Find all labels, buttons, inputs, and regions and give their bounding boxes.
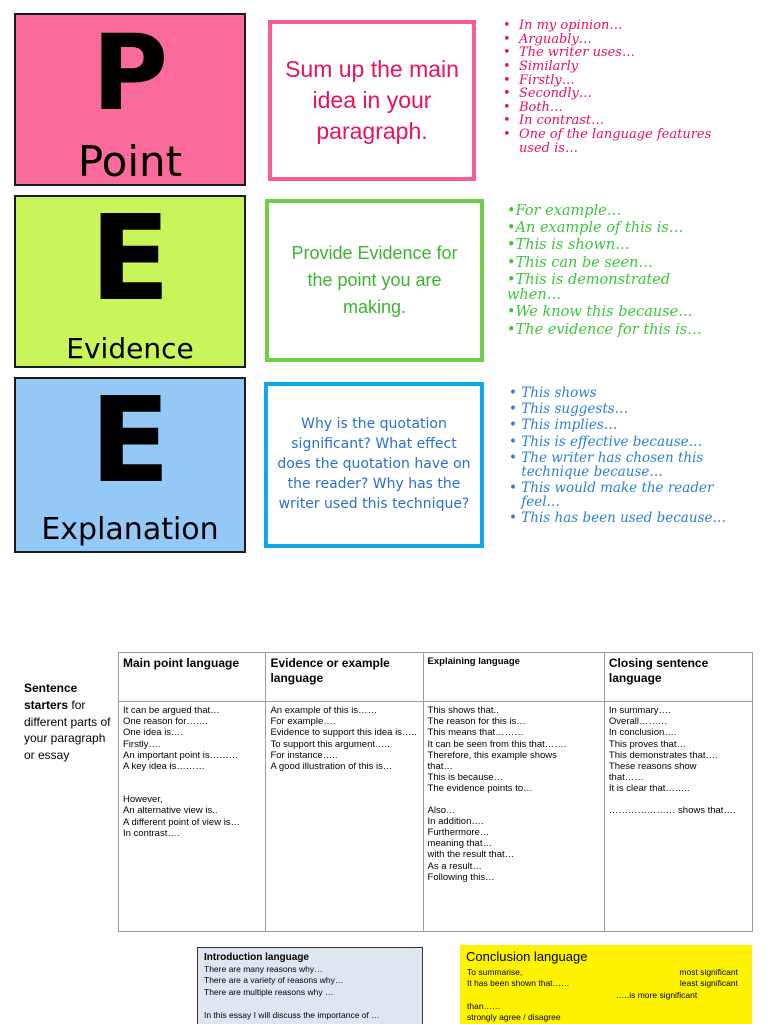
list-item: •This can be seen… [507, 254, 653, 271]
evidence-panel [14, 189, 246, 368]
list-item: • This shows [509, 385, 597, 401]
conclusion-line: To summarise, [467, 967, 523, 977]
list-item: • In my opinion… [503, 18, 623, 33]
list-item: • Arguably… [503, 31, 592, 47]
point-description: Sum up the main idea in your paragraph. [285, 55, 459, 145]
introduction-language-box [197, 947, 423, 1024]
table-cell: In summary…. Overall……… In conclusion…. This proves that… This demonstrates that…. These reasons show that…… It is clear that…….. ………………… shows that…. [604, 702, 752, 932]
list-item: • Both… [503, 99, 563, 115]
list-item: •An example of this is… [507, 220, 684, 237]
conclusion-line: strongly agree / disagree [467, 1012, 561, 1023]
list-item: •We know this because… [507, 304, 693, 321]
conclusion-line: It has been shown that…… [467, 978, 570, 989]
list-item: • One of the language features used is… [503, 127, 712, 156]
list-item: •This is shown… [507, 237, 630, 254]
explanation-description: Why is the quotation significant? What effect does the quotation have on the reader? Why has the writer used this technique? [277, 416, 471, 512]
explanation-panel [14, 371, 246, 553]
sentence-starters-label: Sentence starters for different parts of your paragraph or essay [24, 681, 111, 763]
point-panel [14, 13, 246, 186]
table-header: Main point language [119, 653, 266, 702]
conclusion-language-box [460, 945, 752, 1024]
introduction-line: In this essay I will discuss the importance of … [204, 1010, 380, 1021]
list-item: • This suggests… [509, 401, 629, 418]
introduction-line: There are a variety of reasons why… [204, 975, 344, 986]
evidence-description: Provide Evidence for the point you are making. [291, 243, 458, 317]
table-header: Closing sentence language [604, 653, 752, 702]
point-description-box [268, 20, 476, 181]
evidence-description-box [265, 199, 484, 362]
list-item: • In contrast… [503, 113, 605, 129]
introduction-line: There are many reasons why… [204, 964, 323, 974]
list-item: • This would make the reader feel… [509, 480, 714, 511]
explanation-letter: E [89, 371, 171, 509]
list-item: • The writer uses… [503, 45, 635, 61]
explanation-starters-list [509, 386, 749, 526]
explanation-word: Explanation [41, 512, 219, 547]
table-cell: It can be argued that… One reason for……. One idea is…. Firstly…. An important point is……… A key idea is……… However, An alternative view is.. A different point of view is… In contrast…. [119, 702, 266, 932]
list-item: • This implies… [509, 417, 618, 434]
table-header: Evidence or example language [266, 653, 423, 702]
evidence-word: Evidence [66, 332, 194, 365]
list-item: • Similarly [503, 58, 579, 74]
list-item: • This is effective because… [509, 433, 703, 450]
conclusion-line: least significant [679, 978, 738, 989]
explanation-description-box [264, 382, 484, 548]
list-item: • The writer has chosen this technique because… [509, 449, 704, 480]
point-starters-list [503, 19, 743, 155]
evidence-starters-list [507, 204, 747, 338]
point-letter: P [91, 12, 169, 134]
table-cell: This shows that.. The reason for this is… This means that……… It can be seen from this that……. Therefore, this example shows that… This is because… The evidence points to… Also… In addition…. Furthermore… meaning that… with the result that… As a result… Following this… [423, 702, 604, 932]
list-item: •The evidence for this is… [507, 321, 702, 338]
sentence-starters-table [118, 652, 753, 932]
list-item: •This is demonstrated when… [507, 271, 671, 304]
introduction-title: Introduction language [204, 952, 309, 963]
list-item: • Firstly… [503, 72, 575, 88]
conclusion-line: …..is more significant [616, 989, 698, 1000]
introduction-line: There are multiple reasons why … [204, 986, 334, 997]
conclusion-line: than…… [467, 1000, 501, 1011]
list-item: •For example… [507, 203, 622, 219]
conclusion-title: Conclusion language [466, 949, 588, 964]
point-word: Point [77, 137, 183, 186]
evidence-letter: E [89, 189, 171, 327]
table-cell: An example of this is…… For example…. Evidence to support this idea is….. To support this argument….. For instance….. A good illustration of this is… [266, 702, 423, 932]
list-item: • This has been used because… [509, 510, 726, 527]
table-header: Explaining language [423, 653, 604, 702]
list-item: • Secondly… [503, 86, 592, 102]
conclusion-line: most significant [679, 967, 738, 977]
